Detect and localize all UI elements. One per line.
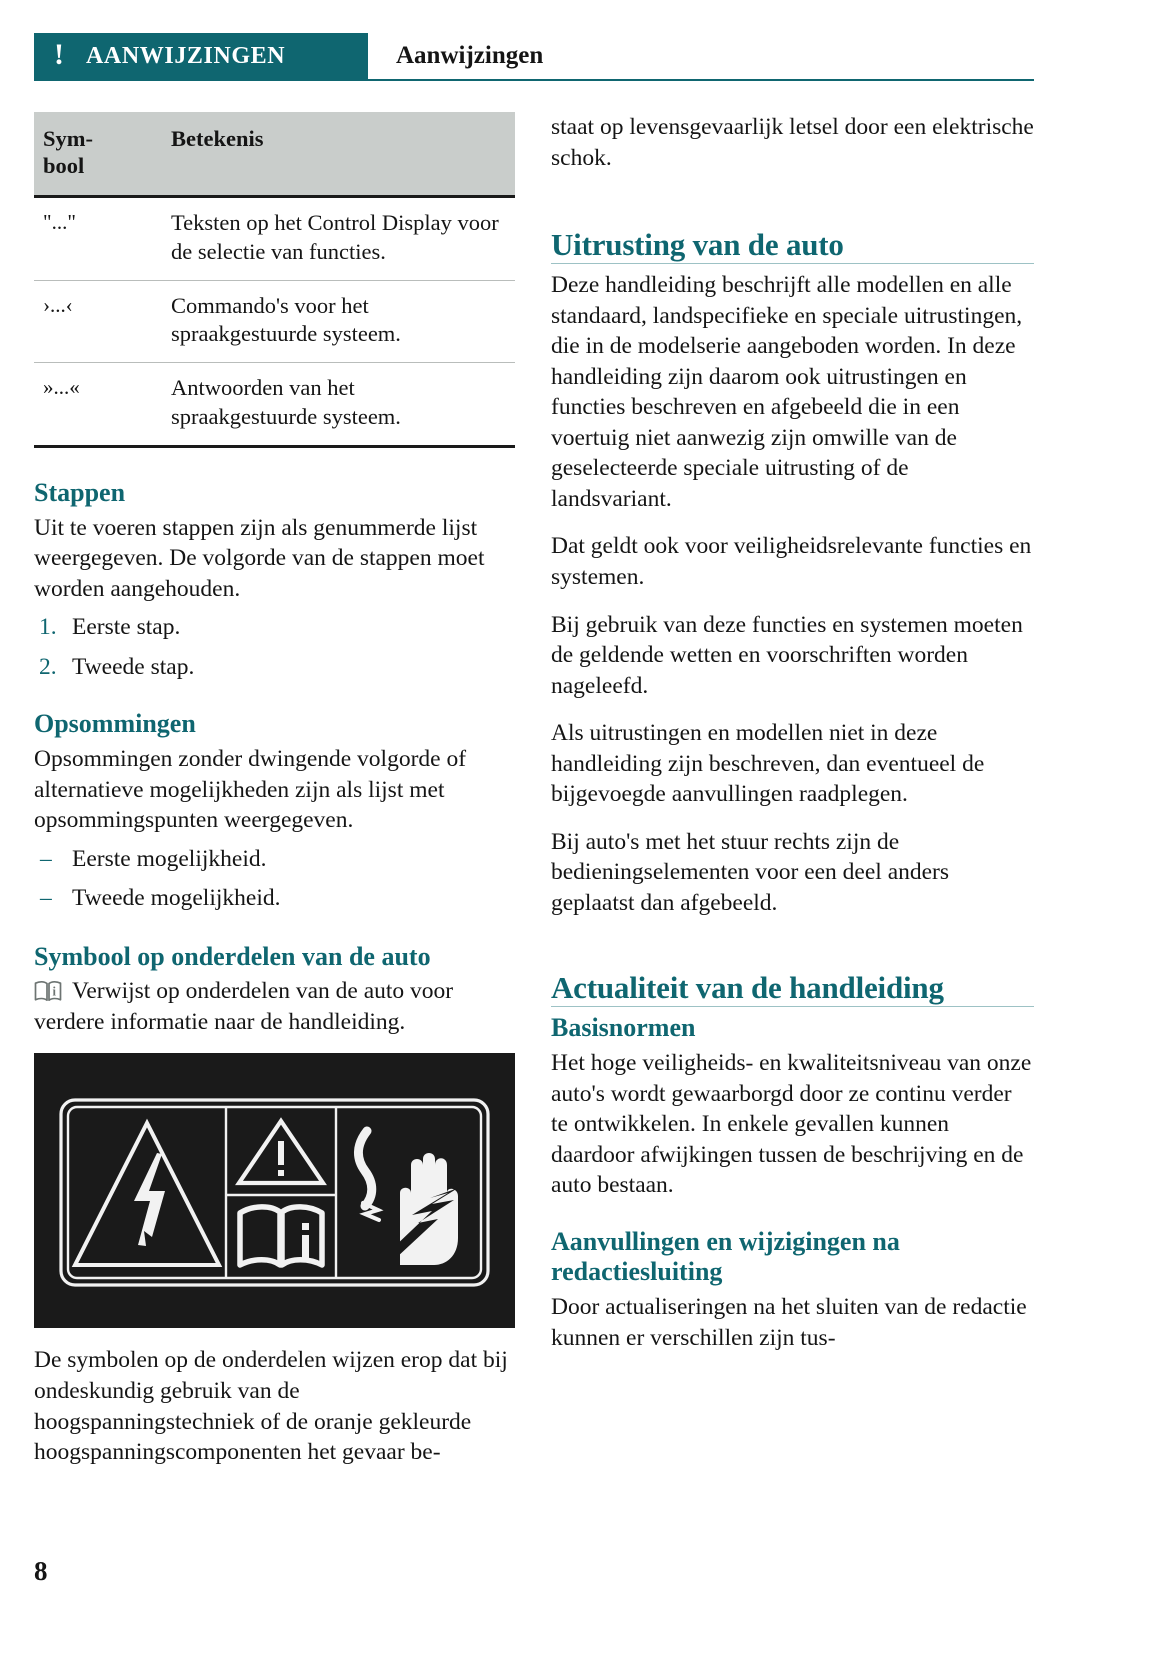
exclamation-icon: !: [54, 38, 64, 71]
heading-actualiteit: Actualiteit van de handleiding: [551, 970, 1034, 1007]
list-marker: –: [40, 845, 52, 872]
cell-symbol: "...": [34, 197, 154, 281]
symbool-onderdelen-body: Verwijst op onderdelen van de auto voor verdere informatie naar de handleiding.: [34, 978, 454, 1035]
list-marker: –: [40, 885, 52, 912]
stappen-list: [34, 612, 517, 682]
section-actualiteit: [551, 970, 1034, 1353]
table-header-row: [34, 112, 515, 197]
uitrusting-paragraph-1: Deze handleiding beschrijft alle modellen en alle standaard, landspecifieke en speciale uitrustingen, die in de modelserie aangeboden worden. In deze handleiding zijn daarom ook uitrustingen en functies beschreven en afgebeeld die in een voertuig niet aanwezig zijn omwille van de geselecteerde speciale uitrusting of de landsvariant.: [551, 272, 1023, 512]
uitrusting-paragraph-2: Dat geldt ook voor veiligheidsrelevante functies en systemen.: [551, 533, 1032, 590]
list-item-label: Eerste mogelijkheid.: [72, 845, 267, 872]
stappen-intro: Uit te voeren stappen zijn als genummerde lijst weergegeven. De volgorde van de stappen moet worden aangehouden.: [34, 514, 485, 602]
table-row: [34, 280, 515, 363]
heading-aanvullingen: Aanvullingen en wijzigingen na redactiesluiting: [551, 1226, 900, 1287]
right-column: [551, 112, 1034, 1370]
list-marker: 2.: [39, 653, 57, 680]
left-column: [34, 112, 517, 1468]
basisnormen-text: Het hoge veiligheids- en kwaliteitsniveau van onze auto's wordt gewaarborgd door ze continu verder te ontwikkelen. In enkele gevallen kunnen daardoor afwijkingen tussen de beschrijving en de auto bestaan.: [551, 1050, 1032, 1199]
cell-meaning: Teksten op het Control Display voor de selectie van functies.: [154, 197, 515, 281]
section-uitrusting: [551, 227, 1034, 918]
list-item: [34, 652, 517, 683]
book-info-icon: [34, 980, 62, 1002]
warning-label-high-voltage-icon: [34, 1053, 515, 1328]
list-item: [34, 883, 517, 914]
header-warning-tab: [34, 33, 368, 79]
symbol-table-body: [34, 197, 515, 447]
cell-symbol: ›...‹: [34, 280, 154, 363]
section-opsommingen: [34, 709, 517, 913]
cell-symbol: »...«: [34, 363, 154, 447]
heading-symbool-onderdelen: Symbool op onderdelen van de auto: [34, 941, 431, 971]
section-stappen: [34, 478, 517, 682]
list-item-label: Tweede stap.: [72, 653, 195, 680]
cell-meaning: Commando's voor het spraakgestuurde systeem.: [154, 280, 515, 363]
list-item: [34, 844, 517, 875]
uitrusting-paragraph-4: Als uitrustingen en modellen niet in deze handleiding zijn beschreven, dan eventueel de bijgevoegde aanvullingen raadplegen.: [551, 720, 985, 808]
aanvullingen-text: Door actualiseringen na het sluiten van de redactie kunnen er verschillen zijn tus-: [551, 1294, 1027, 1351]
table-row: [34, 363, 515, 447]
table-row: [34, 197, 515, 281]
list-item: [34, 612, 517, 643]
warning-label-figure: [34, 1053, 517, 1467]
column-header-symbol-line1: Sym-: [43, 126, 93, 151]
svg-text:i: i: [52, 984, 57, 999]
figure-caption: De symbolen op de onderdelen wijzen erop dat bij ondeskundig gebruik van de hoogspanningstechniek of de oranje gekleurde hoogspanningscomponenten het gevaar be-: [34, 1347, 508, 1466]
header-divider: [34, 79, 1034, 81]
column-header-symbol: [34, 112, 154, 197]
heading-opsommingen: Opsommingen: [34, 709, 196, 739]
opsommingen-list: [34, 844, 517, 914]
heading-stappen: Stappen: [34, 477, 126, 507]
header-tab-label: AANWIJZINGEN: [86, 42, 286, 69]
symbol-table: [34, 112, 515, 448]
continued-paragraph: staat op levensgevaarlijk letsel door een elektrische schok.: [551, 114, 1034, 171]
symbool-onderdelen-text: [34, 976, 517, 1037]
section-symbool-onderdelen: [34, 942, 517, 1468]
list-marker: 1.: [39, 614, 57, 641]
list-item-label: Eerste stap.: [72, 614, 181, 641]
running-header: [34, 33, 1034, 85]
uitrusting-paragraph-3: Bij gebruik van deze functies en systemen moeten de geldende wetten en voorschriften worden nageleefd.: [551, 611, 1023, 699]
page-number: 8: [34, 1556, 48, 1586]
header-chapter-title: Aanwijzingen: [396, 42, 544, 69]
list-item-label: Tweede mogelijkheid.: [72, 885, 281, 912]
symbol-table-head: [34, 112, 515, 197]
heading-uitrusting: Uitrusting van de auto: [551, 227, 1034, 264]
heading-basisnormen: Basisnormen: [551, 1013, 696, 1043]
column-header-meaning: Betekenis: [154, 112, 515, 197]
opsommingen-intro: Opsommingen zonder dwingende volgorde of alternatieve mogelijkheden zijn als lijst met opsommingspunten weergegeven.: [34, 745, 467, 834]
column-header-symbol-line2: bool: [43, 152, 85, 178]
cell-meaning: Antwoorden van het spraakgestuurde systeem.: [154, 363, 515, 447]
uitrusting-paragraph-5: Bij auto's met het stuur rechts zijn de bedieningselementen voor een deel anders geplaatst dan afgebeeld.: [551, 828, 950, 916]
